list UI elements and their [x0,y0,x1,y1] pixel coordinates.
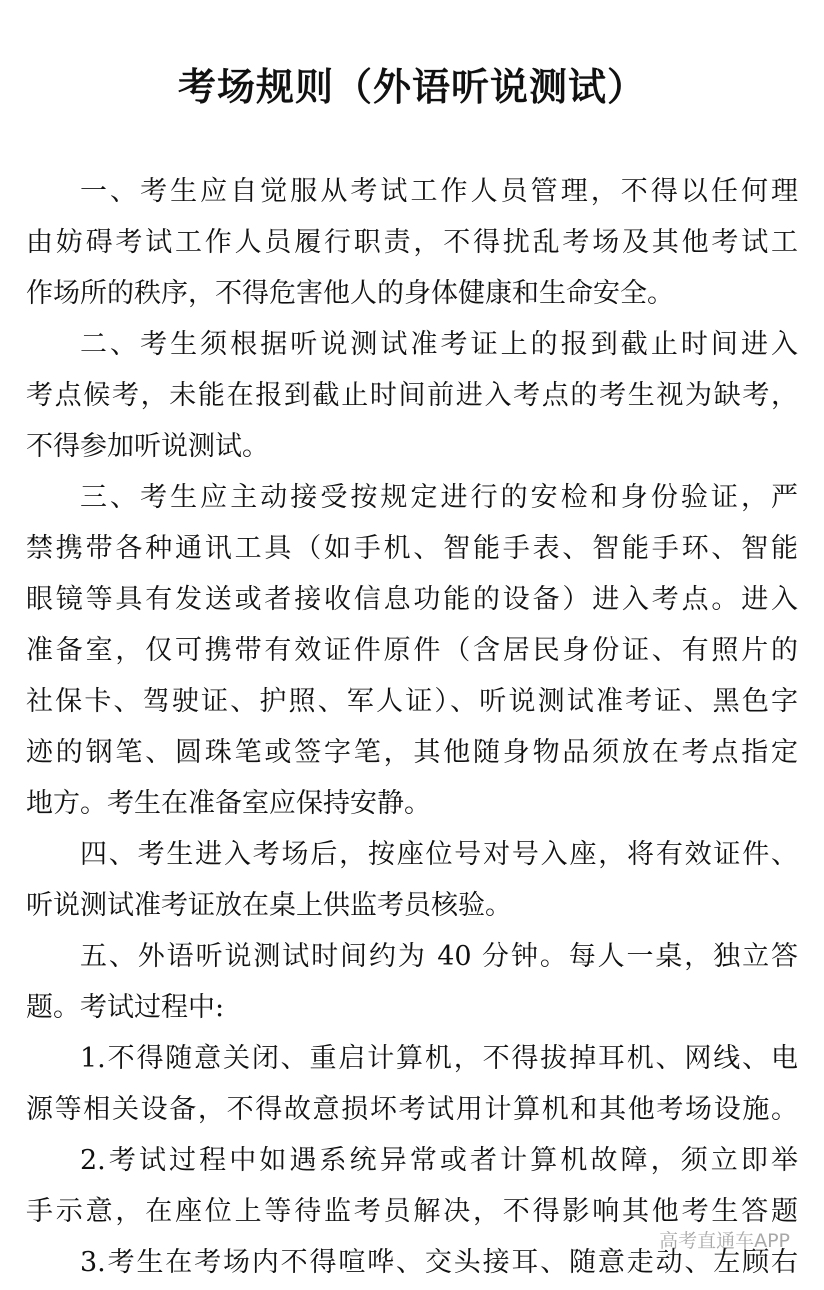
text-line-content: 源等相关设备，不得故意损坏考试用计算机和其他考场设施。 [26,1094,798,1125]
text-line [26,625,798,676]
text-line [26,1135,798,1186]
text-line [26,778,798,829]
text-line-content: 一、考生应自觉服从考试工作人员管理，不得以任何理 [80,176,798,207]
text-line-content: 五、外语听说测试时间约为 40 分钟。每人一桌，独立答 [80,941,798,972]
text-line [26,982,798,1033]
text-line [26,268,798,319]
text-line-content: 迹的钢笔、圆珠笔或签字笔，其他随身物品须放在考点指定 [26,737,798,768]
text-line-content: 由妨碍考试工作人员履行职责，不得扰乱考场及其他考试工 [26,227,798,258]
text-line [26,931,798,982]
text-line-content: 不得参加听说测试。 [26,431,269,462]
text-line [26,472,798,523]
text-line [26,880,798,931]
text-line [26,370,798,421]
text-line [26,574,798,625]
text-line-content: 3.考生在考场内不得喧哗、交头接耳、随意走动、左顾右 [80,1247,798,1278]
text-line-content: 考点候考，未能在报到截止时间前进入考点的考生视为缺考， [26,380,798,411]
text-line-content: 题。考试过程中: [26,992,225,1023]
text-line-content: 禁携带各种通讯工具（如手机、智能手表、智能手环、智能 [26,533,798,564]
text-line-content: 四、考生进入考场后，按座位号对号入座，将有效证件、 [80,839,798,870]
text-line-content: 社保卡、驾驶证、护照、军人证）、听说测试准考证、黑色字 [26,686,798,717]
text-line [26,166,798,217]
text-line [26,217,798,268]
text-line [26,676,798,727]
text-line [26,421,798,472]
text-line-content: 1.不得随意关闭、重启计算机，不得拔掉耳机、网线、电 [80,1043,798,1074]
text-line-content: 手示意，在座位上等待监考员解决，不得影响其他考生答题 [26,1196,798,1227]
document-body [26,166,798,1288]
text-line-content: 听说测试准考证放在桌上供监考员核验。 [26,890,512,921]
text-line-content: 眼镜等具有发送或者接收信息功能的设备）进入考点。进入 [26,584,798,615]
text-line [26,523,798,574]
text-line-content: 作场所的秩序，不得危害他人的身体健康和生命安全。 [26,278,674,309]
text-line [26,1084,798,1135]
watermark: 高考直通车APP [659,1230,790,1252]
document-title: 考场规则（外语听说测试） [177,65,646,109]
text-line-content: 三、考生应主动接受按规定进行的安检和身份验证，严 [80,482,798,513]
text-line-content: 地方。考生在准备室应保持安静。 [26,788,431,819]
text-line [26,727,798,778]
text-line [26,319,798,370]
text-line [26,829,798,880]
text-line-content: 2.考试过程中如遇系统异常或者计算机故障，须立即举 [80,1145,798,1176]
text-line-content: 二、考生须根据听说测试准考证上的报到截止时间进入 [80,329,798,360]
text-line [26,1033,798,1084]
text-line-content: 准备室，仅可携带有效证件原件（含居民身份证、有照片的 [26,635,798,666]
